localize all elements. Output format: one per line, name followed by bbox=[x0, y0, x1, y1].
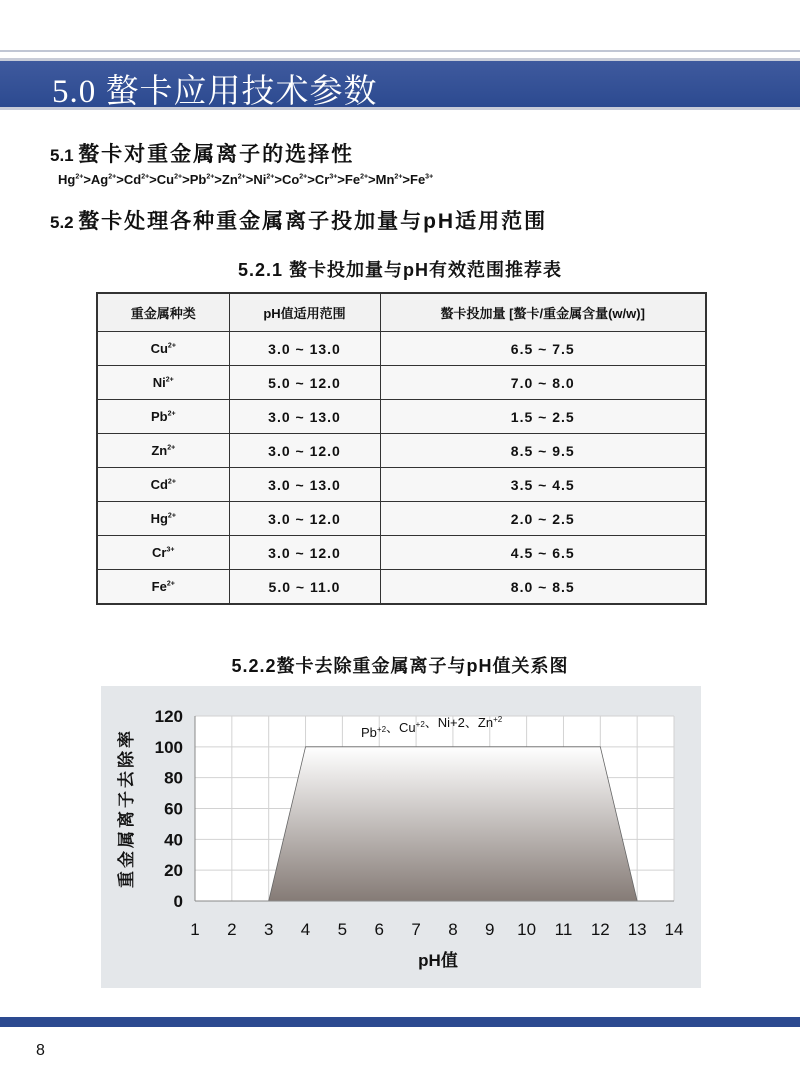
x-axis-label: pH值 bbox=[418, 951, 458, 970]
section-2-title: 螯卡处理各种重金属离子投加量与pH适用范围 bbox=[78, 210, 548, 233]
cell-ion: $Cd^{2+}$ bbox=[97, 468, 229, 502]
page-title: 5.0 螯卡应用技术参数 bbox=[52, 74, 378, 110]
table-row bbox=[97, 366, 706, 400]
cell-ph-range: 5.0 ~ 12.0 bbox=[229, 366, 380, 400]
cell-dosage: 3.5 ~ 4.5 bbox=[380, 468, 706, 502]
selectivity-separator: > bbox=[116, 172, 124, 187]
x-tick-label: 2 bbox=[227, 920, 237, 939]
selectivity-separator: > bbox=[149, 172, 157, 187]
selectivity-separator: > bbox=[307, 172, 315, 187]
cell-ion: $Cu^{2+}$ bbox=[97, 332, 229, 366]
chart-annotation: $Pb^{+2}$、$Cu^{+2}$、Ni+2、$Zn^{+2}$ bbox=[361, 715, 503, 740]
selectivity-ion: $Cu^{2+}$ bbox=[156, 172, 183, 187]
selectivity-separator: > bbox=[274, 172, 282, 187]
cell-dosage: 1.5 ~ 2.5 bbox=[380, 400, 706, 434]
y-tick-label: 60 bbox=[164, 799, 183, 819]
dosage-table bbox=[96, 292, 707, 605]
table-row bbox=[97, 400, 706, 434]
y-tick-label: 0 bbox=[173, 892, 183, 911]
table-row bbox=[97, 468, 706, 502]
x-tick-label: 14 bbox=[664, 920, 684, 939]
table-header-row bbox=[97, 293, 706, 332]
cell-dosage: 7.0 ~ 8.0 bbox=[380, 366, 706, 400]
x-tick-label: 10 bbox=[517, 920, 537, 939]
cell-ion: $Fe^{2+}$ bbox=[97, 570, 229, 605]
header-ion-type: 重金属种类 bbox=[97, 293, 229, 332]
selectivity-ion: $Fe^{2+}$ bbox=[344, 172, 369, 187]
header-dosage: 螯卡投加量 [螯卡/重金属含量(w/w)] bbox=[380, 293, 706, 332]
page-number: 8 bbox=[36, 1042, 45, 1059]
y-tick-label: 100 bbox=[154, 737, 183, 757]
cell-dosage: 8.0 ~ 8.5 bbox=[380, 570, 706, 605]
selectivity-separator: > bbox=[337, 172, 345, 187]
x-tick-label: 12 bbox=[590, 920, 610, 939]
cell-ph-range: 3.0 ~ 12.0 bbox=[229, 502, 380, 536]
selectivity-ion: $Zn^{2+}$ bbox=[221, 172, 246, 187]
selectivity-ion: $Co^{2+}$ bbox=[281, 172, 308, 187]
x-tick-label: 1 bbox=[190, 920, 200, 939]
selectivity-ion: $Cd^{2+}$ bbox=[123, 172, 150, 187]
cell-ph-range: 5.0 ~ 11.0 bbox=[229, 570, 380, 605]
cell-ph-range: 3.0 ~ 13.0 bbox=[229, 332, 380, 366]
selectivity-ion: $Mn^{2+}$ bbox=[375, 172, 403, 187]
selectivity-ion: $Hg^{2+}$ bbox=[58, 172, 84, 187]
cell-ph-range: 3.0 ~ 12.0 bbox=[229, 536, 380, 570]
cell-ion: $Hg^{2+}$ bbox=[97, 502, 229, 536]
cell-ion: $Cr^{3+}$ bbox=[97, 536, 229, 570]
x-tick-label: 6 bbox=[374, 920, 384, 939]
cell-ion: $Ni^{2+}$ bbox=[97, 366, 229, 400]
x-tick-label: 4 bbox=[300, 920, 311, 939]
y-tick-label: 80 bbox=[164, 768, 183, 788]
footer-bar bbox=[0, 1017, 800, 1027]
selectivity-separator: > bbox=[368, 172, 376, 187]
selectivity-ion: $Ag^{2+}$ bbox=[90, 172, 117, 187]
cell-ph-range: 3.0 ~ 12.0 bbox=[229, 434, 380, 468]
section-1-title: 螯卡对重金属离子的选择性 bbox=[78, 143, 355, 166]
selectivity-separator: > bbox=[402, 172, 410, 187]
selectivity-ion: $Cr^{3+}$ bbox=[314, 172, 338, 187]
x-tick-label: 5 bbox=[337, 920, 348, 939]
table-row bbox=[97, 434, 706, 468]
top-rule bbox=[0, 50, 800, 52]
table-title: 5.2.1 螯卡投加量与pH有效范围推荐表 bbox=[237, 260, 563, 280]
y-tick-label: 40 bbox=[164, 830, 183, 850]
x-tick-label: 11 bbox=[554, 920, 573, 939]
section-1-heading bbox=[50, 138, 354, 168]
table-row bbox=[97, 332, 706, 366]
cell-dosage: 4.5 ~ 6.5 bbox=[380, 536, 706, 570]
table-row bbox=[97, 536, 706, 570]
removal-area bbox=[269, 747, 637, 901]
selectivity-ion: $Ni^{2+}$ bbox=[253, 172, 275, 187]
removal-rate-chart bbox=[101, 686, 701, 988]
selectivity-ion: $Fe^{3+}$ bbox=[410, 172, 434, 187]
selectivity-order bbox=[58, 172, 433, 187]
y-tick-label: 20 bbox=[164, 861, 183, 881]
cell-ion: $Zn^{2+}$ bbox=[97, 434, 229, 468]
header-ph-range: pH值适用范围 bbox=[229, 293, 380, 332]
section-2-number: 5.2 bbox=[50, 213, 74, 232]
cell-ph-range: 3.0 ~ 13.0 bbox=[229, 468, 380, 502]
chart-panel bbox=[101, 686, 701, 988]
x-tick-label: 3 bbox=[263, 920, 274, 939]
chart-title: 5.2.2螯卡去除重金属离子与pH值关系图 bbox=[231, 656, 569, 676]
x-tick-label: 8 bbox=[448, 920, 458, 939]
cell-dosage: 2.0 ~ 2.5 bbox=[380, 502, 706, 536]
table-row bbox=[97, 502, 706, 536]
cell-dosage: 6.5 ~ 7.5 bbox=[380, 332, 706, 366]
selectivity-ion: $Pb^{2+}$ bbox=[189, 172, 215, 187]
cell-ion: $Pb^{2+}$ bbox=[97, 400, 229, 434]
section-2-heading bbox=[50, 205, 547, 235]
x-tick-label: 7 bbox=[411, 920, 421, 939]
section-1-number: 5.1 bbox=[50, 146, 74, 165]
y-axis-label: 重金属离子去除率 bbox=[117, 728, 136, 888]
y-tick-label: 120 bbox=[154, 707, 183, 726]
table-row bbox=[97, 570, 706, 605]
selectivity-separator: > bbox=[245, 172, 254, 187]
x-tick-label: 9 bbox=[485, 920, 495, 939]
cell-ph-range: 3.0 ~ 13.0 bbox=[229, 400, 380, 434]
x-tick-label: 13 bbox=[627, 920, 647, 939]
selectivity-separator: > bbox=[182, 172, 190, 187]
selectivity-separator: > bbox=[83, 172, 91, 187]
selectivity-separator: > bbox=[214, 172, 222, 187]
cell-dosage: 8.5 ~ 9.5 bbox=[380, 434, 706, 468]
header-banner bbox=[0, 58, 800, 110]
